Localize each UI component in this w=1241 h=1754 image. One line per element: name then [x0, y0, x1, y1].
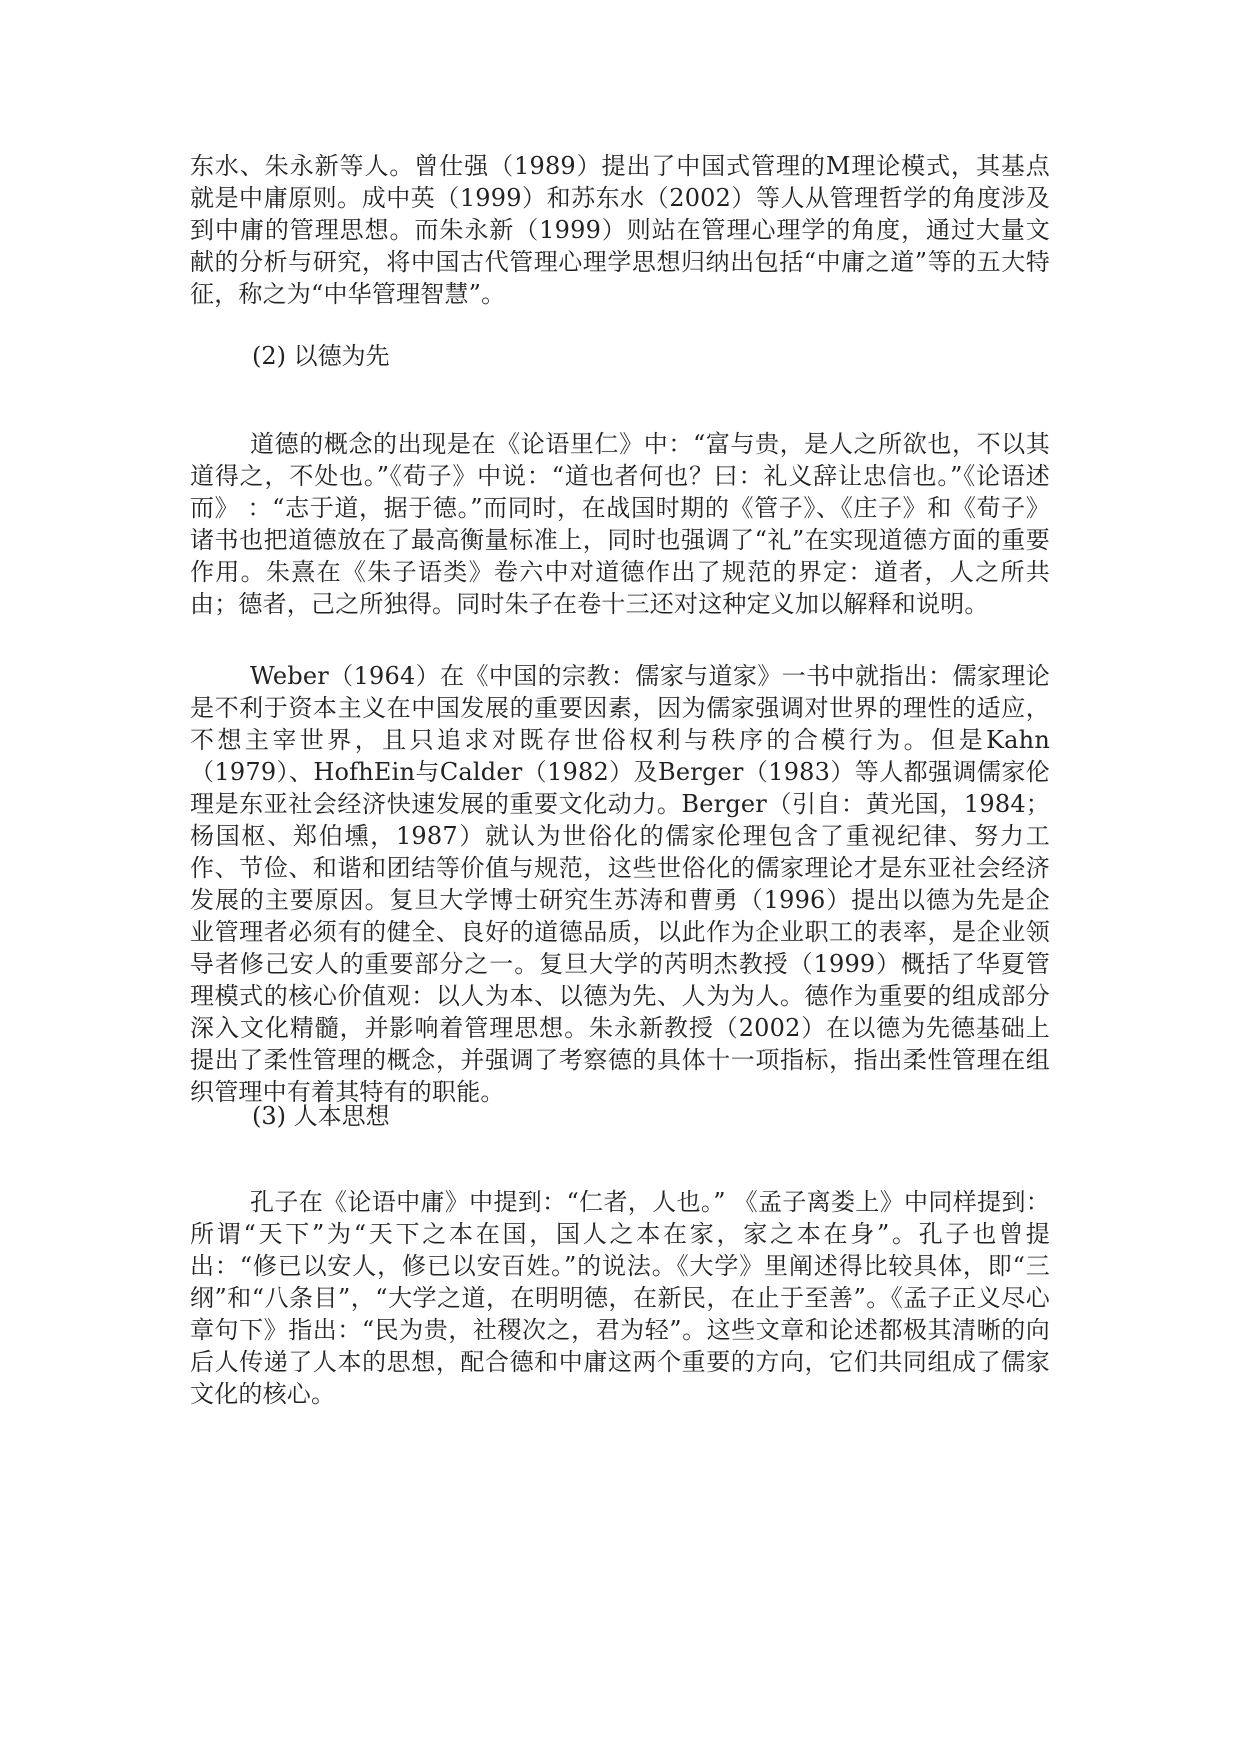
- section-heading-humanism: (3) 人本思想: [252, 1102, 390, 1130]
- section-heading-virtue-first: (2) 以德为先: [252, 342, 390, 370]
- paragraph-humanism-texts: 孔子在《论语中庸》中提到：“仁者，人也。” 《孟子离娄上》中同样提到：所谓“天下”为“天下之本在国，国人之本在家，家之本在身”。孔子也曾提出：“修已以安人，修已以安百姓。”的说法。《大学》里阐述得比较具体，即“三纲”和“八条目”，“大学之道，在明明德，在新民，在止于至善”。《孟子正义尽心章句下》指出：“民为贵，社稷次之，君为轻”。这些文章和论述都极其清晰的向后人传递了人本的思想，配合德和中庸这两个重要的方向，它们共同组成了儒家文化的核心。: [190, 1188, 1050, 1408]
- paragraph-zhongyong-scholars: 东水、朱永新等人。曾仕强（1989）提出了中国式管理的M理论模式，其基点就是中庸原则。成中英（1999）和苏东水（2002）等人从管理哲学的角度涉及到中庸的管理思想。而朱永新（1999）则站在管理心理学的角度，通过大量文献的分析与研究，将中国古代管理心理学思想归纳出包括“中庸之道”等的五大特征，称之为“中华管理智慧”。: [190, 152, 1050, 308]
- paragraph-morality-origin: 道德的概念的出现是在《论语里仁》中：“富与贵，是人之所欲也，不以其道得之，不处也。”《荀子》中说：“道也者何也？曰：礼义辞让忠信也。”《论语述而》 ：“志于道，据于德。”而同时，在战国时期的《管子》、《庄子》和《荀子》诸书也把道德放在了最高衡量标准上，同时也强调了“礼”在实现道德方面的重要作用。朱熹在《朱子语类》卷六中对道德作出了规范的界定：道者，人之所共由；德者，己之所独得。同时朱子在卷十三还对这种定义加以解释和说明。: [190, 430, 1050, 618]
- paragraph-confucian-ethics: Weber（1964）在《中国的宗教：儒家与道家》一书中就指出：儒家理论是不利于资本主义在中国发展的重要因素，因为儒家强调对世界的理性的适应，不想主宰世界，且只追求对既存世俗权利与秩序的合模行为。但是Kahn（1979）、HofhEin与Calder（1982）及Berger（1983）等人都强调儒家伦理是东亚社会经济快速发展的重要文化动力。Berger（引自：黄光国，1984；杨国枢、郑伯壎，1987）就认为世俗化的儒家伦理包含了重视纪律、努力工作、节俭、和谐和团结等价值与规范，这些世俗化的儒家理论才是东亚社会经济发展的主要原因。复旦大学博士研究生苏涛和曹勇（1996）提出以德为先是企业管理者必须有的健全、良好的道德品质，以此作为企业职工的表率，是企业领导者修己安人的重要部分之一。复旦大学的芮明杰教授（1999）概括了华夏管理模式的核心价值观：以人为本、以德为先、人为为人。德作为重要的组成部分深入文化精髓，并影响着管理思想。朱永新教授（2002）在以德为先德基础上提出了柔性管理的概念，并强调了考察德的具体十一项指标，指出柔性管理在组织管理中有着其特有的职能。: [190, 662, 1050, 1106]
